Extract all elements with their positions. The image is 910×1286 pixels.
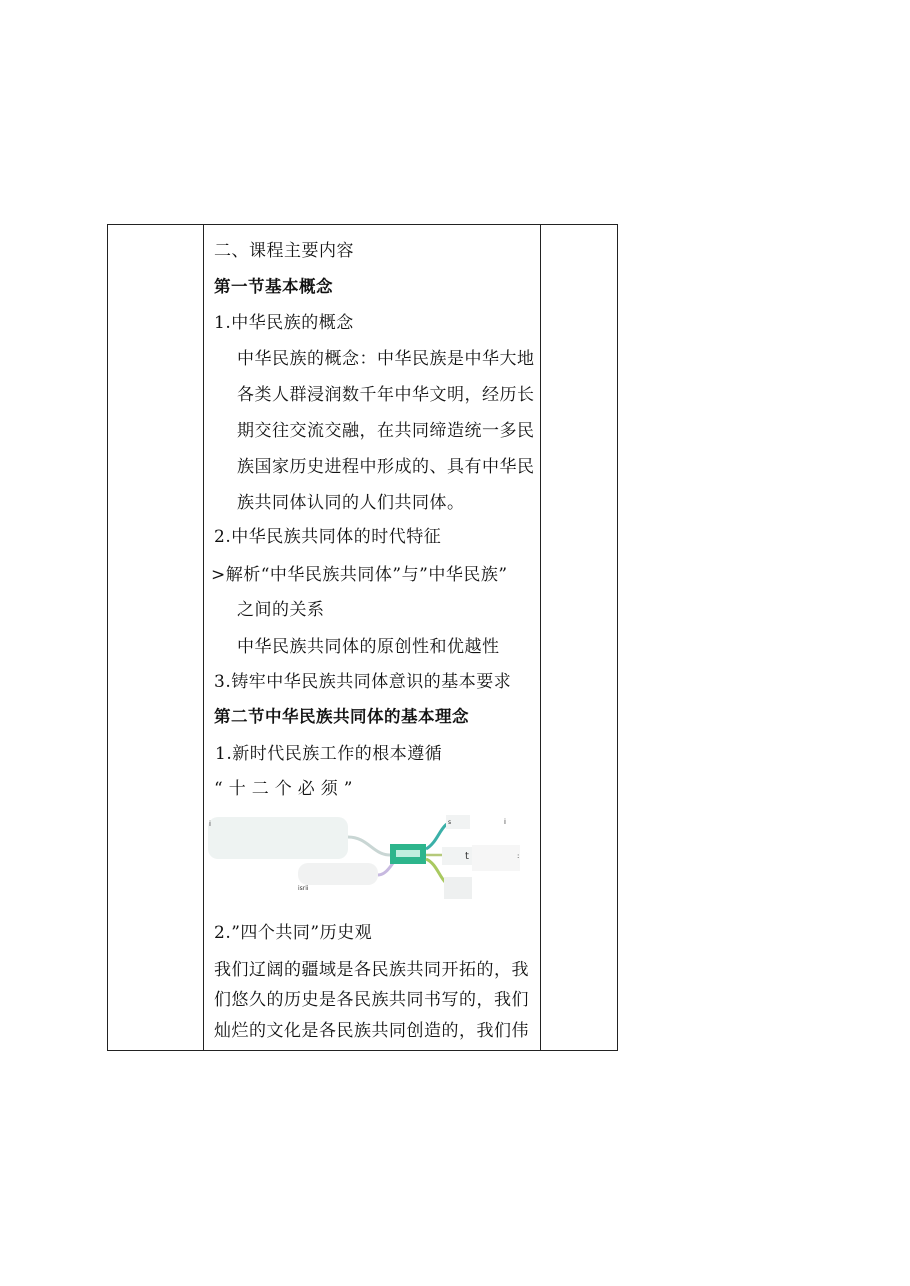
- section-heading: 二、课程主要内容: [214, 241, 354, 261]
- column-divider-right: [540, 225, 541, 1050]
- item-5: 2.”四个共同”历史观: [214, 923, 373, 943]
- item-2: 2.中华民族共同体的时代特征: [214, 527, 442, 547]
- item-1: 1.中华民族的概念: [214, 313, 354, 333]
- mindmap-label: i: [504, 818, 506, 826]
- content-column: [206, 225, 540, 1050]
- item-3: 3.铸牢中华民族共同体意识的基本要求: [214, 672, 512, 692]
- mindmap-label: t: [465, 851, 469, 862]
- mindmap-branch: [348, 837, 390, 855]
- item-4: 1.新时代民族工作的根本遵循: [215, 744, 443, 764]
- mindmap-far-node: [472, 845, 520, 871]
- mindmap-label: isrii: [298, 885, 309, 892]
- sub-item-1b: 之间的关系: [237, 600, 325, 620]
- mindmap-label: i: [209, 820, 211, 828]
- quote-twelve-musts: “十二个必须”: [214, 779, 359, 799]
- paragraph-1-line: 族国家历史进程中形成的、具有中华民: [237, 457, 535, 477]
- mindmap-label: s: [448, 819, 452, 826]
- section1-title: 第一节基本概念: [214, 277, 333, 296]
- mindmap-right-node: [444, 877, 472, 899]
- paragraph-1-line: 各类人群浸润数千年中华文明，经历长: [237, 385, 535, 405]
- course-table: [107, 224, 618, 1051]
- column-divider-left: [203, 225, 204, 1050]
- paragraph-1-line: 族共同体认同的人们共同体。: [237, 493, 465, 513]
- section2-title: 第二节中华民族共同体的基本理念: [214, 707, 469, 726]
- mindmap-center-inner: [396, 850, 420, 857]
- sub-item-2: 中华民族共同体的原创性和优越性: [237, 637, 500, 657]
- mindmap-left-node-2: [298, 863, 378, 885]
- sub-item-1a: >解析“中华民族共同体”与”中华民族”: [211, 565, 508, 585]
- paragraph-1-line: 期交往交流交融，在共同缔造统一多民: [237, 421, 535, 441]
- mind-map-image: [208, 815, 538, 911]
- paragraph-2-line: 们悠久的历史是各民族共同书写的，我们: [214, 990, 529, 1010]
- mindmap-label: :: [517, 852, 520, 860]
- paragraph-1-line: 中华民族的概念：中华民族是中华大地: [237, 349, 535, 369]
- mindmap-left-node: [208, 817, 348, 859]
- paragraph-2-line: 我们辽阔的疆域是各民族共同开拓的，我: [214, 960, 529, 980]
- paragraph-2-line: 灿烂的文化是各民族共同创造的，我们伟: [214, 1021, 529, 1041]
